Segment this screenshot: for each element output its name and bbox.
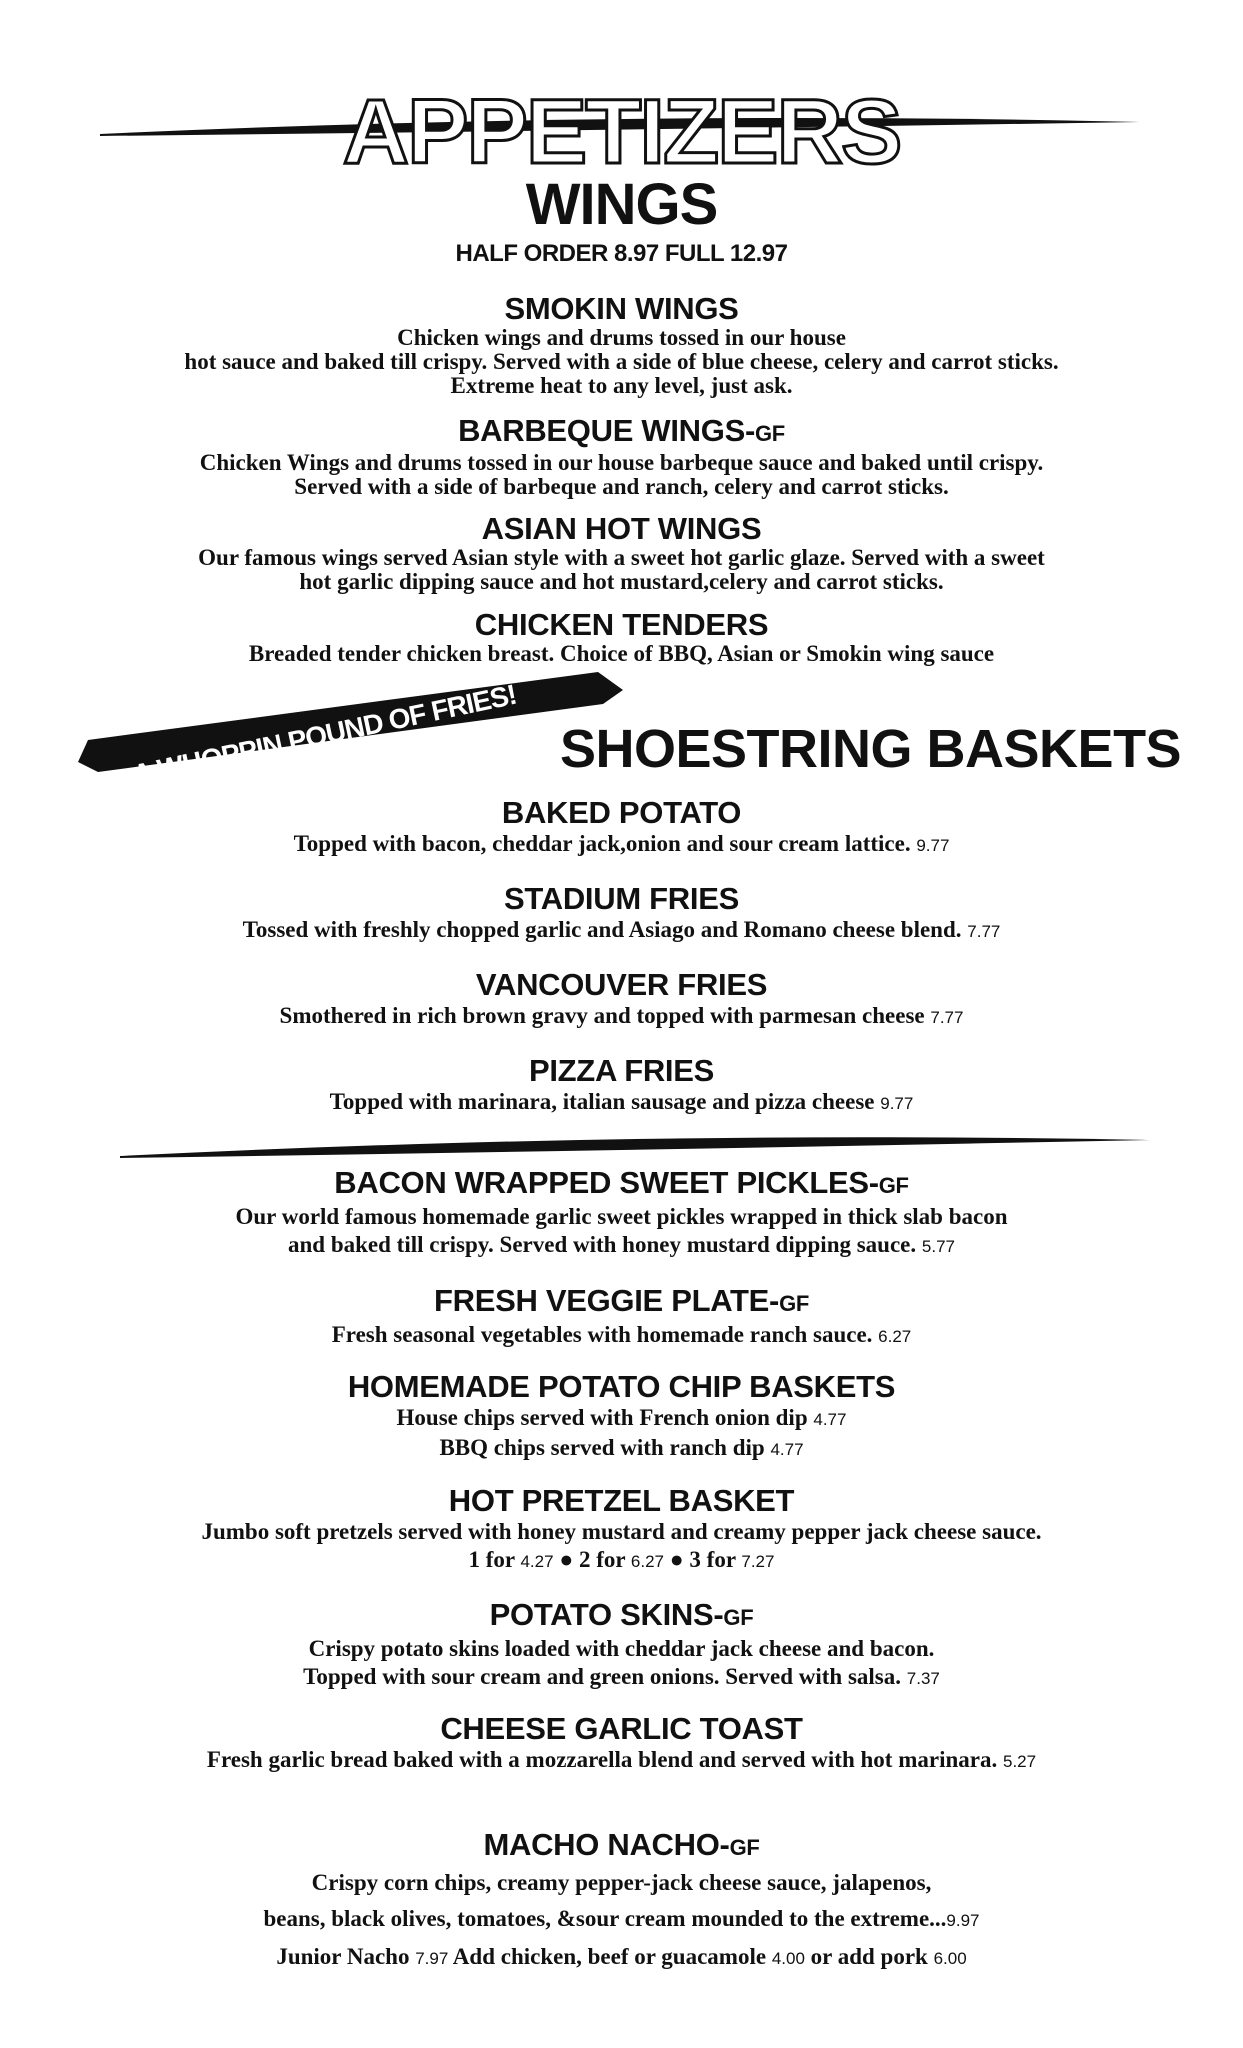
gf-label: GF [729, 1835, 760, 1860]
menu-item-potato-skins [0, 1598, 1243, 1693]
shoestring-baskets-title: SHOESTRING BASKETS [560, 719, 1182, 779]
item-price: 7.97 [415, 1949, 449, 1968]
item-price: 4.77 [770, 1440, 804, 1459]
pretzel-option: 3 for [689, 1547, 736, 1572]
item-price: 4.27 [520, 1552, 554, 1571]
item-desc-line: hot sauce and baked till crispy. Served with a side of blue cheese, celery and carrot sticks. [184, 349, 1059, 374]
item-desc-line: Topped with sour cream and green onions. Served with salsa. [303, 1664, 902, 1689]
add-on-label: or add pork [810, 1944, 928, 1969]
item-desc: Topped with bacon, cheddar jack,onion and sour cream lattice. [293, 831, 911, 856]
item-name: PIZZA FRIES [528, 1053, 714, 1088]
bullet-separator: ● [559, 1547, 574, 1572]
item-name: BACON WRAPPED SWEET PICKLES- [334, 1165, 879, 1200]
menu-item-cheese-garlic-toast [0, 1712, 1243, 1776]
item-desc-line: Served with a side of barbeque and ranch, celery and carrot sticks. [294, 474, 949, 499]
item-desc-line: Fresh seasonal vegetables with homemade ranch sauce. [331, 1322, 873, 1347]
item-price: 6.27 [630, 1552, 665, 1571]
item-desc-line: Extreme heat to any level, just ask. [450, 373, 793, 398]
item-desc-line: Breaded tender chicken breast. Choice of BBQ, Asian or Smokin wing sauce [248, 641, 995, 666]
menu-item-pizza-fries [0, 1054, 1243, 1118]
item-name: BAKED POTATO [501, 795, 742, 830]
item-name: POTATO SKINS- [489, 1597, 724, 1632]
add-on-label: Add chicken, beef or guacamole [452, 1944, 767, 1969]
bullet-separator: ● [669, 1547, 684, 1572]
item-name: HOT PRETZEL BASKET [448, 1483, 795, 1518]
item-desc-line: beans, black olives, tomatoes, &sour cream mounded to the extreme... [263, 1906, 947, 1931]
item-desc-line: House chips served with French onion dip [396, 1405, 808, 1430]
item-desc: Tossed with freshly chopped garlic and Asiago and Romano cheese blend. [242, 917, 962, 942]
item-price: 7.77 [930, 1008, 964, 1027]
item-desc-line: and baked till crispy. Served with honey mustard dipping sauce. [288, 1232, 917, 1257]
item-desc-line: Crispy potato skins loaded with cheddar jack cheese and bacon. [308, 1636, 935, 1661]
item-desc-line: hot garlic dipping sauce and hot mustard,celery and carrot sticks. [299, 569, 944, 594]
item-name: CHEESE GARLIC TOAST [440, 1711, 803, 1746]
item-desc-line: Fresh garlic bread baked with a mozzarella blend and served with hot marinara. [206, 1747, 998, 1772]
junior-nacho-label: Junior Nacho [276, 1944, 410, 1969]
item-name: VANCOUVER FRIES [475, 967, 768, 1002]
item-price: 6.27 [878, 1327, 912, 1346]
gf-label: GF [779, 1291, 810, 1316]
item-desc-line: Our world famous homemade garlic sweet pickles wrapped in thick slab bacon [235, 1204, 1008, 1229]
item-desc: Smothered in rich brown gravy and topped with parmesan cheese [279, 1003, 925, 1028]
item-desc-line: Our famous wings served Asian style with a sweet hot garlic glaze. Served with a sweet [198, 545, 1045, 570]
appetizers-title: APPETIZERS [342, 81, 901, 183]
menu-item-potato-chip-baskets [0, 1370, 1243, 1464]
item-price: 5.77 [921, 1237, 955, 1256]
menu-item-asian-hot-wings [0, 512, 1243, 594]
wings-price: HALF ORDER 8.97 FULL 12.97 [455, 240, 788, 267]
item-name: STADIUM FRIES [504, 881, 739, 916]
item-price: 9.77 [916, 836, 950, 855]
item-price: 9.97 [946, 1911, 980, 1930]
menu-item-stadium-fries [0, 882, 1243, 946]
item-price: 4.77 [813, 1410, 847, 1429]
menu-item-hot-pretzel-basket [0, 1484, 1243, 1576]
item-name: MACHO NACHO- [483, 1827, 730, 1862]
item-price: 7.27 [741, 1552, 775, 1571]
menu-item-macho-nacho [0, 1828, 1243, 1977]
item-price: 7.77 [967, 922, 1001, 941]
item-desc-line: Crispy corn chips, creamy pepper-jack cheese sauce, jalapenos, [311, 1870, 932, 1895]
menu-item-vancouver-fries [0, 968, 1243, 1032]
gf-label: GF [754, 421, 785, 446]
middle-swoosh-divider [120, 1134, 1160, 1164]
item-name: ASIAN HOT WINGS [481, 511, 762, 546]
item-price: 6.00 [933, 1949, 967, 1968]
item-price: 9.77 [880, 1094, 914, 1113]
menu-item-bacon-wrapped-pickles [0, 1166, 1243, 1261]
item-price: 4.00 [771, 1949, 805, 1968]
fries-tag-text: A WHOPPIN POUND OF FRIES! [130, 678, 519, 791]
gf-label: GF [723, 1605, 754, 1630]
pretzel-option: 1 for [468, 1547, 515, 1572]
item-name: SMOKIN WINGS [504, 291, 739, 326]
gf-label: GF [878, 1173, 909, 1198]
item-desc-line: Jumbo soft pretzels served with honey mustard and creamy pepper jack cheese sauce. [201, 1519, 1042, 1544]
item-price: 7.37 [906, 1669, 940, 1688]
item-name: CHICKEN TENDERS [474, 607, 769, 642]
item-desc-line: Chicken wings and drums tossed in our house [397, 325, 846, 350]
menu-item-baked-potato [0, 796, 1243, 860]
item-price: 5.27 [1002, 1752, 1037, 1771]
item-desc-line: Chicken Wings and drums tossed in our house barbeque sauce and baked until crispy. [199, 450, 1044, 475]
item-name: FRESH VEGGIE PLATE- [433, 1283, 780, 1318]
menu-item-barbeque-wings [0, 414, 1243, 499]
menu-item-smokin-wings [0, 292, 1243, 398]
item-desc-line: BBQ chips served with ranch dip [439, 1435, 765, 1460]
wings-title: WINGS [525, 172, 718, 237]
item-name: BARBEQUE WINGS- [458, 413, 755, 448]
item-name: HOMEMADE POTATO CHIP BASKETS [347, 1369, 896, 1404]
item-desc: Topped with marinara, italian sausage and pizza cheese [329, 1089, 875, 1114]
menu-item-chicken-tenders [0, 608, 1243, 666]
menu-item-fresh-veggie-plate [0, 1284, 1243, 1351]
pretzel-option: 2 for [578, 1547, 626, 1572]
